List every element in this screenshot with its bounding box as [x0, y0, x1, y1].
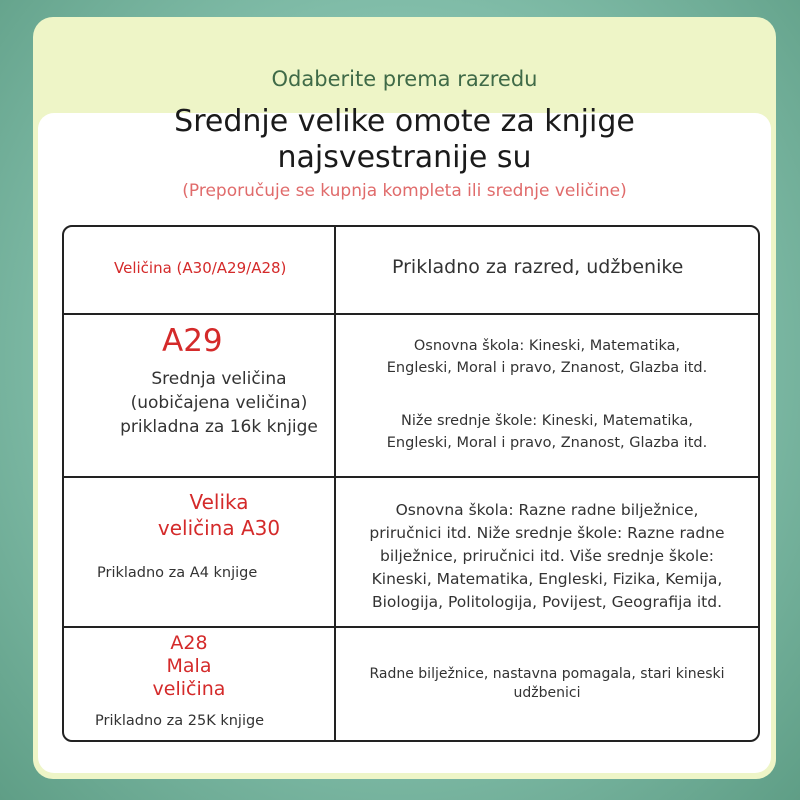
size-table: [62, 225, 760, 742]
size-a29-label: A29: [162, 323, 223, 359]
grade-selection-header: Odaberite prema razredu: [271, 67, 538, 91]
content-layer: [38, 0, 771, 800]
a30-label-line2: veličina A30: [157, 516, 281, 540]
a29-block2-line1: Niže srednje škole: Kineski, Matematika,: [400, 413, 694, 429]
a28-label-line2: Mala: [166, 655, 212, 677]
a30-description: Prikladno za A4 knjige: [97, 565, 258, 581]
a30-right-line5: Biologija, Politologija, Povijest, Geografija itd.: [371, 593, 723, 611]
a28-subjects: [336, 665, 758, 703]
row-divider-a30: [64, 626, 758, 628]
a30-right-line3: bilježnice, priručnici itd. Više srednje škole:: [380, 547, 714, 565]
row-divider-header: [64, 313, 758, 315]
a29-block2-line2: Engleski, Moral i pravo, Znanost, Glazba itd.: [386, 435, 708, 451]
a29-lower-secondary-subjects: [336, 410, 758, 454]
a28-right-line2: udžbenici: [513, 685, 581, 701]
a29-block1-line1: Osnovna škola: Kineski, Matematika,: [413, 338, 681, 354]
main-title-line2: najsvestranije su: [277, 140, 532, 175]
row-divider-a29: [64, 476, 758, 478]
main-title-line1: Srednje velike omote za knjige: [174, 104, 635, 139]
a29-desc-line2: (uobičajena veličina): [130, 393, 308, 413]
a30-label-line1: Velika: [189, 490, 249, 514]
a30-subjects: [336, 499, 758, 614]
column-divider: [334, 227, 336, 740]
size-a30-label: [144, 489, 294, 541]
a29-block1-line2: Engleski, Moral i pravo, Znanost, Glazba itd.: [386, 360, 708, 376]
header-suitability-label: Prikladno za razred, udžbenike: [392, 256, 684, 278]
a29-primary-school-subjects: [336, 335, 758, 379]
a28-label-line1: A28: [170, 632, 208, 654]
header-size-label: Veličina (A30/A29/A28): [114, 259, 287, 277]
recommendation-subtitle: (Preporučuje se kupnja kompleta ili srednje veličine): [182, 181, 627, 201]
a29-desc-line3: prikladna za 16k knjige: [120, 417, 318, 437]
a29-desc-line1: Srednja veličina: [151, 369, 287, 389]
a30-right-line2: priručnici itd. Niže srednje škole: Razne radne: [369, 524, 725, 542]
a30-right-line4: Kineski, Matematika, Engleski, Fizika, Kemija,: [371, 570, 723, 588]
a28-label-line3: veličina: [152, 678, 226, 700]
a29-description: [104, 367, 334, 439]
size-a28-label: [124, 632, 254, 701]
a28-right-line1: Radne bilježnice, nastavna pomagala, stari kineski: [369, 666, 725, 682]
a30-right-line1: Osnovna škola: Razne radne bilježnice,: [395, 501, 699, 519]
a28-description: Prikladno za 25K knjige: [95, 713, 265, 729]
